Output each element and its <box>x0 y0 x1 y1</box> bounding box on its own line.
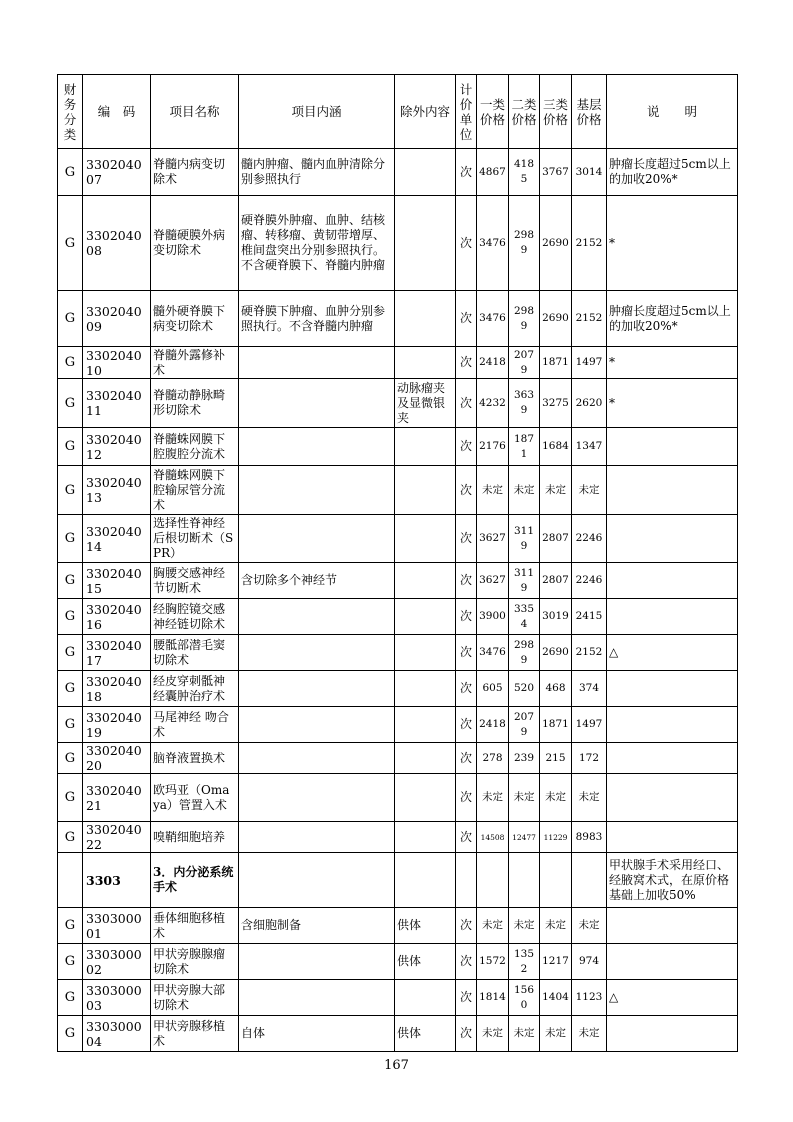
header-price-3: 三类价格 <box>540 75 572 149</box>
cell-category: G <box>58 466 83 515</box>
cell-price-1: 3900 <box>477 599 509 635</box>
cell-price-basic: 未定 <box>572 466 607 515</box>
cell-price-3: 未定 <box>540 1016 572 1052</box>
cell-unit: 次 <box>456 707 477 743</box>
table-row <box>58 908 738 944</box>
cell-price-3: 3275 <box>540 379 572 428</box>
cell-code: 330204007 <box>83 149 151 196</box>
cell-price-2: 未定 <box>509 1016 540 1052</box>
cell-code: 330204017 <box>83 635 151 671</box>
cell-price-basic: 1497 <box>572 707 607 743</box>
cell-unit: 次 <box>456 466 477 515</box>
cell-code: 330204016 <box>83 599 151 635</box>
table-row <box>58 707 738 743</box>
cell-item-name: 甲状旁腺腺瘤切除术 <box>151 944 239 980</box>
cell-item-content <box>239 853 395 908</box>
cell-item-name: 3．内分泌系统手术 <box>151 853 239 908</box>
table-row <box>58 347 738 379</box>
table-row <box>58 671 738 707</box>
cell-price-1: 3627 <box>477 563 509 599</box>
cell-category: G <box>58 515 83 563</box>
cell-note <box>607 822 738 853</box>
cell-exclusions <box>395 671 456 707</box>
cell-exclusions: 供体 <box>395 1016 456 1052</box>
cell-unit <box>456 853 477 908</box>
cell-price-basic: 8983 <box>572 822 607 853</box>
cell-price-2: 1352 <box>509 944 540 980</box>
cell-price-3: 未定 <box>540 466 572 515</box>
cell-category: G <box>58 822 83 853</box>
cell-code: 330204015 <box>83 563 151 599</box>
cell-note: * <box>607 379 738 428</box>
cell-category <box>58 853 83 908</box>
cell-price-basic: 未定 <box>572 908 607 944</box>
cell-price-1: 605 <box>477 671 509 707</box>
cell-note <box>607 743 738 774</box>
cell-unit: 次 <box>456 944 477 980</box>
cell-item-name: 嗅鞘细胞培养 <box>151 822 239 853</box>
cell-code: 330204021 <box>83 774 151 822</box>
cell-unit: 次 <box>456 347 477 379</box>
header-unit: 计价单位 <box>456 75 477 149</box>
cell-code: 330204009 <box>83 291 151 347</box>
cell-item-name: 甲状旁腺移植术 <box>151 1016 239 1052</box>
cell-price-1: 未定 <box>477 1016 509 1052</box>
header-price-2: 二类价格 <box>509 75 540 149</box>
cell-item-name: 选择性脊神经后根切断术（SPR） <box>151 515 239 563</box>
section-row <box>58 853 738 908</box>
cell-code: 330204020 <box>83 743 151 774</box>
cell-price-1: 278 <box>477 743 509 774</box>
header-item-content: 项目内涵 <box>239 75 395 149</box>
cell-price-basic: 1347 <box>572 428 607 466</box>
cell-price-2: 1560 <box>509 980 540 1016</box>
cell-price-basic: 172 <box>572 743 607 774</box>
cell-category: G <box>58 743 83 774</box>
cell-price-3: 1404 <box>540 980 572 1016</box>
cell-exclusions <box>395 707 456 743</box>
cell-price-basic <box>572 853 607 908</box>
table-row <box>58 428 738 466</box>
table-row <box>58 980 738 1016</box>
cell-code: 330204018 <box>83 671 151 707</box>
cell-category: G <box>58 291 83 347</box>
cell-exclusions <box>395 563 456 599</box>
cell-price-1: 3476 <box>477 635 509 671</box>
cell-price-2: 239 <box>509 743 540 774</box>
cell-price-1 <box>477 853 509 908</box>
cell-note <box>607 944 738 980</box>
table-row <box>58 743 738 774</box>
cell-price-2: 520 <box>509 671 540 707</box>
cell-item-content <box>239 599 395 635</box>
cell-item-content: 硬脊膜外肿瘤、血肿、结核瘤、转移瘤、黄韧带增厚、椎间盘突出分别参照执行。不含硬脊膜下、脊髓内肿瘤 <box>239 196 395 291</box>
cell-category: G <box>58 599 83 635</box>
cell-price-3: 215 <box>540 743 572 774</box>
cell-price-2: 3639 <box>509 379 540 428</box>
header-exclusions: 除外内容 <box>395 75 456 149</box>
cell-item-content <box>239 515 395 563</box>
table-row <box>58 291 738 347</box>
cell-price-1: 1572 <box>477 944 509 980</box>
table-row <box>58 1016 738 1052</box>
cell-code: 330204019 <box>83 707 151 743</box>
cell-category: G <box>58 1016 83 1052</box>
cell-price-basic: 2415 <box>572 599 607 635</box>
cell-price-2: 未定 <box>509 774 540 822</box>
cell-exclusions: 供体 <box>395 944 456 980</box>
cell-code: 330204010 <box>83 347 151 379</box>
cell-unit: 次 <box>456 379 477 428</box>
cell-code: 330204012 <box>83 428 151 466</box>
cell-item-content <box>239 635 395 671</box>
cell-code: 330300003 <box>83 980 151 1016</box>
cell-unit: 次 <box>456 774 477 822</box>
cell-price-1: 3476 <box>477 196 509 291</box>
header-row <box>58 75 738 149</box>
table-row <box>58 944 738 980</box>
cell-category: G <box>58 347 83 379</box>
cell-item-content <box>239 707 395 743</box>
cell-item-content <box>239 347 395 379</box>
cell-exclusions <box>395 853 456 908</box>
cell-item-content <box>239 774 395 822</box>
cell-unit: 次 <box>456 822 477 853</box>
cell-price-basic: 未定 <box>572 1016 607 1052</box>
cell-price-basic: 2620 <box>572 379 607 428</box>
cell-exclusions <box>395 291 456 347</box>
cell-price-3 <box>540 853 572 908</box>
cell-item-content <box>239 466 395 515</box>
cell-category: G <box>58 944 83 980</box>
cell-price-1: 3476 <box>477 291 509 347</box>
cell-item-name: 欧玛亚（Omaya）管置入术 <box>151 774 239 822</box>
cell-note: △ <box>607 635 738 671</box>
cell-price-3: 2690 <box>540 635 572 671</box>
cell-category: G <box>58 635 83 671</box>
cell-note: * <box>607 347 738 379</box>
cell-price-1: 2176 <box>477 428 509 466</box>
cell-item-content <box>239 944 395 980</box>
table-row <box>58 635 738 671</box>
cell-item-content <box>239 743 395 774</box>
cell-price-2: 1871 <box>509 428 540 466</box>
cell-price-2: 3354 <box>509 599 540 635</box>
fee-schedule-page <box>57 74 737 1052</box>
cell-exclusions <box>395 149 456 196</box>
cell-exclusions <box>395 196 456 291</box>
cell-exclusions <box>395 635 456 671</box>
cell-price-2: 12477 <box>509 822 540 853</box>
cell-price-basic: 374 <box>572 671 607 707</box>
cell-unit: 次 <box>456 671 477 707</box>
cell-category: G <box>58 774 83 822</box>
table-row <box>58 515 738 563</box>
cell-price-basic: 未定 <box>572 774 607 822</box>
cell-code: 330204013 <box>83 466 151 515</box>
cell-price-3: 1217 <box>540 944 572 980</box>
cell-price-2: 2989 <box>509 291 540 347</box>
cell-unit: 次 <box>456 291 477 347</box>
cell-price-3: 1871 <box>540 347 572 379</box>
cell-item-name: 垂体细胞移植术 <box>151 908 239 944</box>
table-row <box>58 774 738 822</box>
header-category: 财务分类 <box>58 75 83 149</box>
cell-price-3: 2807 <box>540 563 572 599</box>
cell-item-name: 胸腰交感神经节切断术 <box>151 563 239 599</box>
cell-note <box>607 908 738 944</box>
cell-item-name: 脊髓硬膜外病变切除术 <box>151 196 239 291</box>
cell-item-name: 脑脊液置换术 <box>151 743 239 774</box>
cell-code: 330204014 <box>83 515 151 563</box>
cell-price-3: 未定 <box>540 908 572 944</box>
cell-item-content <box>239 428 395 466</box>
cell-price-2: 3119 <box>509 563 540 599</box>
cell-category: G <box>58 980 83 1016</box>
cell-price-basic: 2246 <box>572 515 607 563</box>
cell-item-name: 经胸腔镜交感神经链切除术 <box>151 599 239 635</box>
cell-price-1: 未定 <box>477 774 509 822</box>
cell-unit: 次 <box>456 599 477 635</box>
table-row <box>58 196 738 291</box>
cell-exclusions: 动脉瘤夹及显微银夹 <box>395 379 456 428</box>
cell-price-2: 未定 <box>509 466 540 515</box>
cell-unit: 次 <box>456 980 477 1016</box>
cell-note <box>607 774 738 822</box>
cell-exclusions: 供体 <box>395 908 456 944</box>
page-number: 167 <box>384 1058 409 1073</box>
cell-price-3: 468 <box>540 671 572 707</box>
cell-unit: 次 <box>456 515 477 563</box>
cell-note <box>607 563 738 599</box>
cell-note <box>607 707 738 743</box>
cell-exclusions <box>395 822 456 853</box>
cell-price-basic: 2152 <box>572 635 607 671</box>
cell-item-name: 脊髓外露修补术 <box>151 347 239 379</box>
cell-price-1: 14508 <box>477 822 509 853</box>
cell-item-name: 脊髓动静脉畸形切除术 <box>151 379 239 428</box>
cell-item-name: 髓外硬脊膜下病变切除术 <box>151 291 239 347</box>
cell-code: 330204022 <box>83 822 151 853</box>
cell-exclusions <box>395 980 456 1016</box>
cell-code: 330204011 <box>83 379 151 428</box>
cell-code: 330204008 <box>83 196 151 291</box>
cell-note <box>607 515 738 563</box>
cell-exclusions <box>395 599 456 635</box>
cell-price-3: 1871 <box>540 707 572 743</box>
cell-item-content: 硬脊膜下肿瘤、血肿分别参照执行。不含脊髓内肿瘤 <box>239 291 395 347</box>
cell-price-3: 3767 <box>540 149 572 196</box>
cell-price-basic: 2246 <box>572 563 607 599</box>
cell-exclusions <box>395 515 456 563</box>
cell-note: * <box>607 196 738 291</box>
header-price-basic: 基层价格 <box>572 75 607 149</box>
cell-item-content: 含切除多个神经节 <box>239 563 395 599</box>
cell-price-3: 11229 <box>540 822 572 853</box>
header-item-name: 项目名称 <box>151 75 239 149</box>
cell-item-content: 自体 <box>239 1016 395 1052</box>
cell-item-content <box>239 822 395 853</box>
cell-price-1: 3627 <box>477 515 509 563</box>
cell-note <box>607 428 738 466</box>
fee-schedule-table <box>57 74 738 1052</box>
cell-price-2: 2989 <box>509 196 540 291</box>
cell-unit: 次 <box>456 428 477 466</box>
cell-price-2: 2079 <box>509 707 540 743</box>
cell-item-name: 甲状旁腺大部切除术 <box>151 980 239 1016</box>
cell-price-basic: 1123 <box>572 980 607 1016</box>
cell-unit: 次 <box>456 908 477 944</box>
table-row <box>58 379 738 428</box>
cell-price-2: 3119 <box>509 515 540 563</box>
cell-price-2: 2079 <box>509 347 540 379</box>
cell-item-content: 髓内肿瘤、髓内血肿清除分别参照执行 <box>239 149 395 196</box>
cell-price-1: 未定 <box>477 466 509 515</box>
cell-note <box>607 466 738 515</box>
cell-price-1: 未定 <box>477 908 509 944</box>
cell-price-3: 2690 <box>540 196 572 291</box>
cell-price-1: 2418 <box>477 707 509 743</box>
cell-note <box>607 671 738 707</box>
cell-exclusions <box>395 347 456 379</box>
cell-item-content <box>239 980 395 1016</box>
header-note: 说 明 <box>607 75 738 149</box>
cell-price-basic: 974 <box>572 944 607 980</box>
cell-code: 330300004 <box>83 1016 151 1052</box>
cell-price-3: 3019 <box>540 599 572 635</box>
cell-unit: 次 <box>456 635 477 671</box>
cell-note: 肿瘤长度超过5cm以上的加收20%* <box>607 291 738 347</box>
cell-category: G <box>58 196 83 291</box>
cell-price-2: 4185 <box>509 149 540 196</box>
cell-exclusions <box>395 466 456 515</box>
cell-item-name: 脊髓蛛网膜下腔输尿管分流术 <box>151 466 239 515</box>
cell-unit: 次 <box>456 1016 477 1052</box>
cell-category: G <box>58 428 83 466</box>
cell-category: G <box>58 908 83 944</box>
cell-code: 330300001 <box>83 908 151 944</box>
table-row <box>58 563 738 599</box>
table-row <box>58 149 738 196</box>
cell-category: G <box>58 671 83 707</box>
cell-item-name: 经皮穿刺骶神经囊肿治疗术 <box>151 671 239 707</box>
cell-exclusions <box>395 774 456 822</box>
cell-note: 甲状腺手术采用经口、经腋窝术式，在原价格基础上加收50% <box>607 853 738 908</box>
cell-price-2: 未定 <box>509 908 540 944</box>
cell-item-name: 脊髓蛛网膜下腔腹腔分流术 <box>151 428 239 466</box>
cell-item-name: 腰骶部潜毛窦切除术 <box>151 635 239 671</box>
header-price-1: 一类价格 <box>477 75 509 149</box>
cell-note <box>607 1016 738 1052</box>
cell-note: △ <box>607 980 738 1016</box>
cell-price-3: 2690 <box>540 291 572 347</box>
cell-note: 肿瘤长度超过5cm以上的加收20%* <box>607 149 738 196</box>
cell-category: G <box>58 707 83 743</box>
cell-code: 3303 <box>83 853 151 908</box>
cell-price-basic: 2152 <box>572 196 607 291</box>
cell-price-3: 2807 <box>540 515 572 563</box>
table-row <box>58 599 738 635</box>
cell-price-basic: 1497 <box>572 347 607 379</box>
cell-unit: 次 <box>456 743 477 774</box>
cell-price-3: 未定 <box>540 774 572 822</box>
cell-item-content: 含细胞制备 <box>239 908 395 944</box>
cell-item-content <box>239 379 395 428</box>
cell-exclusions <box>395 428 456 466</box>
cell-note <box>607 599 738 635</box>
cell-unit: 次 <box>456 196 477 291</box>
cell-price-1: 2418 <box>477 347 509 379</box>
cell-price-2 <box>509 853 540 908</box>
cell-exclusions <box>395 743 456 774</box>
cell-price-basic: 3014 <box>572 149 607 196</box>
cell-unit: 次 <box>456 149 477 196</box>
cell-item-name: 马尾神经 吻合术 <box>151 707 239 743</box>
cell-category: G <box>58 563 83 599</box>
cell-unit: 次 <box>456 563 477 599</box>
cell-price-1: 4232 <box>477 379 509 428</box>
cell-item-name: 脊髓内病变切除术 <box>151 149 239 196</box>
table-row <box>58 822 738 853</box>
cell-item-content <box>239 671 395 707</box>
cell-category: G <box>58 149 83 196</box>
cell-price-1: 4867 <box>477 149 509 196</box>
cell-price-3: 1684 <box>540 428 572 466</box>
cell-code: 330300002 <box>83 944 151 980</box>
header-code: 编 码 <box>83 75 151 149</box>
cell-price-basic: 2152 <box>572 291 607 347</box>
cell-price-2: 2989 <box>509 635 540 671</box>
table-row <box>58 466 738 515</box>
cell-price-1: 1814 <box>477 980 509 1016</box>
cell-category: G <box>58 379 83 428</box>
